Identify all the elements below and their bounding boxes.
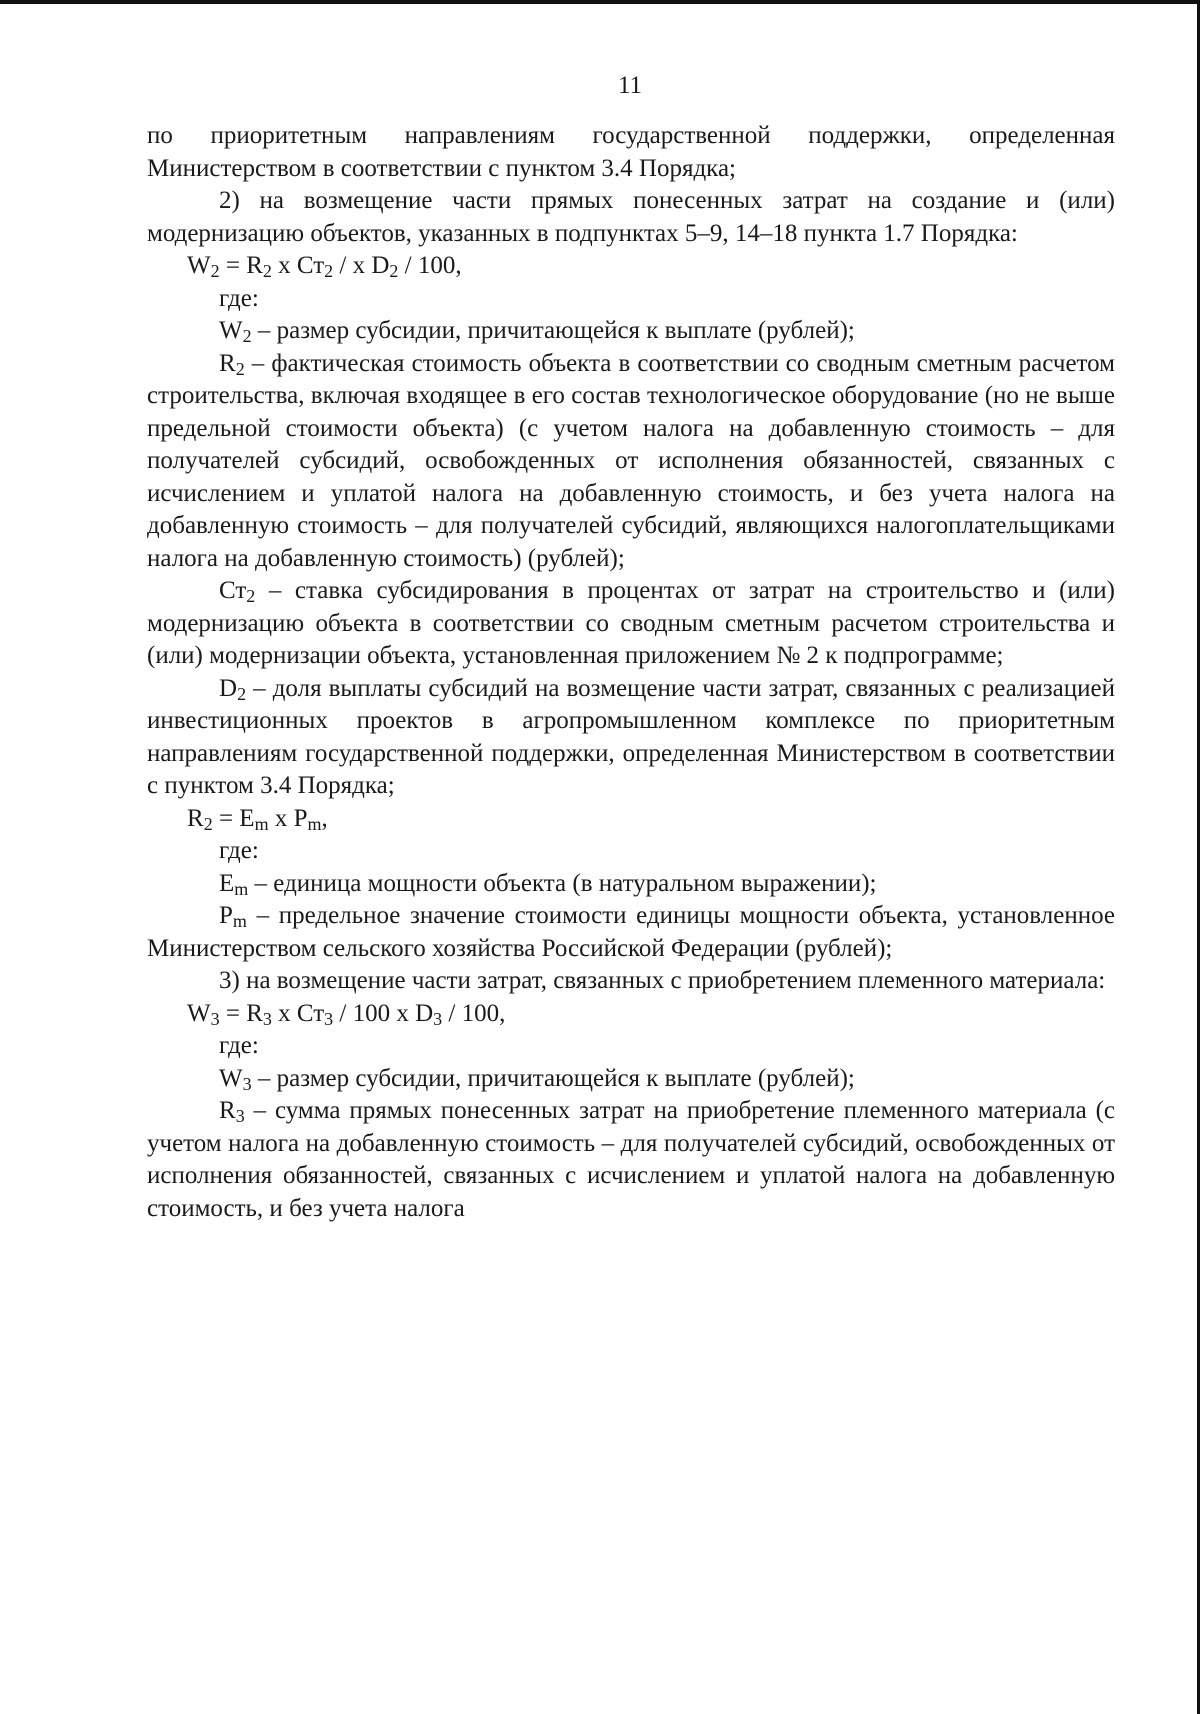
paragraph-continuation: по приоритетным направлениям государственной поддержки, определенная Министерством в соответствии с пунктом 3.4 Порядка; [147, 122, 1115, 182]
scan-edge-top [0, 0, 1200, 4]
formula-r2: $R_2 = E_m$ x $P_m$, [187, 804, 328, 834]
where-label-3: где: [219, 1032, 259, 1059]
formula-w2: $W_2 = R_2$ x $Ст_2$ / x $D_2 / 100$, [187, 252, 462, 281]
where-label-1: где: [219, 284, 259, 312]
formula-w3: $W_3 = R_3$ x $Ст_3 / 100$ x $D_3 / 100$, [187, 999, 506, 1029]
page-number: 11 [617, 72, 643, 99]
definition-w2: $W_2$ – размер субсидии, причитающейся к выплате (рублей); [219, 317, 855, 346]
definition-r3: $R_3$ – сумма прямых понесенных затрат на приобретение племенного материала (с учетом налога на добавленную стоимость – для получателей субсидий, освобожденных от исполнения обязанностей, связанных с исчислением и уплатой налога на добавленную стоимость, и без учета налога [147, 1097, 1115, 1222]
definition-pm: $P_m$ – предельное значение стоимости единицы мощности объекта, установленное Министерством сельского хозяйства Российской Федерации (рублей); [147, 902, 1115, 962]
definition-d2: $D_2$ – доля выплаты субсидий на возмещение части затрат, связанных с реализацией инвестиционных проектов в агропромышленном комплексе по приоритетным направлениям государственной поддержки, определенная Министерством в соответствии с пунктом 3.4 Порядка; [147, 674, 1115, 799]
definition-ct2: $Ст_2$ – ставка субсидирования в процентах от затрат на строительство и (или) модернизацию объекта в соответствии со сводным сметным расчетом строительства и (или) модернизации объекта, установленная приложением № 2 к подпрограмме; [147, 577, 1115, 669]
definition-em: $E_m$ – единица мощности объекта (в натуральном выражении); [219, 869, 877, 899]
definition-w3: $W_3$ – размер субсидии, причитающейся к выплате (рублей); [219, 1064, 855, 1094]
definition-r2: $R_2$ – фактическая стоимость объекта в соответствии со сводным сметным расчетом строительства, включая входящее в его состав технологическое оборудование (но не выше предельной стоимости объекта) (с учетом налога на добавленную стоимость – для получателей субсидий, освобожденных от исполнения обязанностей, связанных с исчислением и уплатой налога на добавленную стоимость, и без учета налога на добавленную стоимость – для получателей субсидий, являющихся налогоплательщиками налога на добавленную стоимость) (рублей); [147, 349, 1115, 572]
paragraph-item-3: 3) на возмещение части затрат, связанных с приобретением племенного материала: [219, 967, 1106, 994]
document-body [147, 120, 1115, 1225]
paragraph-item-2: 2) на возмещение части прямых понесенных затрат на создание и (или) модернизацию объектов, указанных в подпунктах 5–9, 14–18 пункта 1.7 Порядка: [147, 187, 1115, 247]
where-label-2: где: [219, 837, 259, 864]
